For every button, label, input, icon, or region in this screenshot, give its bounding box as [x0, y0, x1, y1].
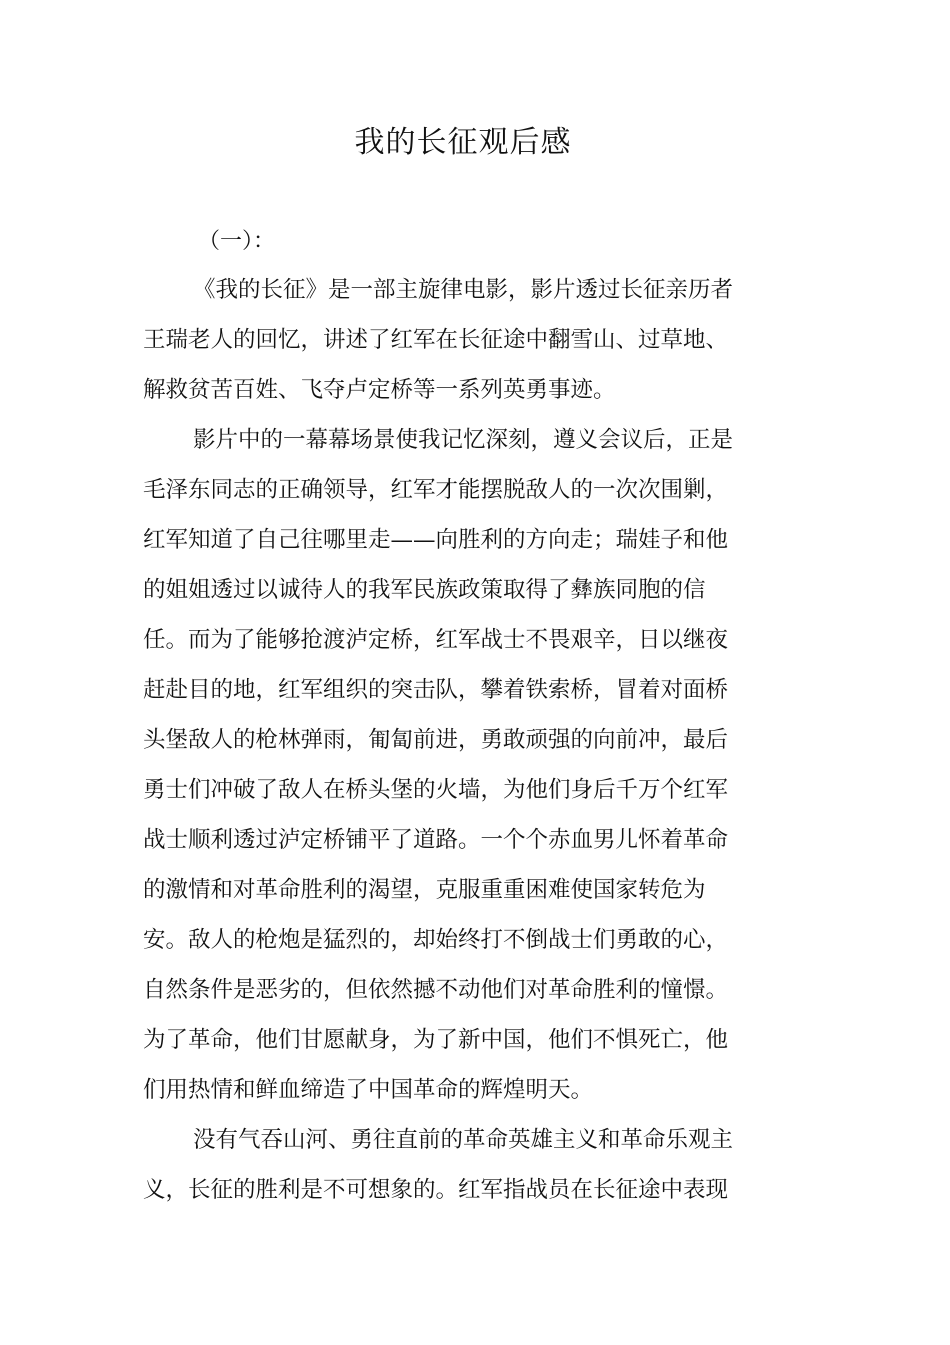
paragraph-2-line-2: 毛泽东同志的正确领导，红军才能摆脱敌人的一次次围剿，	[143, 477, 729, 503]
paragraph-1-line-1: 《我的长征》是一部主旋律电影，影片透过长征亲历者	[193, 277, 734, 303]
paragraph-3-line-1: 没有气吞山河、勇往直前的革命英雄主义和革命乐观主	[193, 1127, 734, 1153]
paragraph-2-line-12: 自然条件是恶劣的，但依然撼不动他们对革命胜利的憧憬。	[143, 977, 729, 1003]
paragraph-2-line-7: 头堡敌人的枪林弹雨，匍匐前进，勇敢顽强的向前冲，最后	[143, 727, 729, 753]
paragraph-2-line-3: 红军知道了自己往哪里走——向胜利的方向走；瑞娃子和他	[143, 527, 729, 553]
paragraph-2-line-9: 战士顺利透过泸定桥铺平了道路。一个个赤血男儿怀着革命	[143, 827, 729, 853]
paragraph-2-line-5: 任。而为了能够抢渡泸定桥，红军战士不畏艰辛，日以继夜	[143, 627, 729, 653]
paragraph-2-line-14: 们用热情和鲜血缔造了中国革命的辉煌明天。	[143, 1077, 594, 1103]
paragraph-1-line-2: 王瑞老人的回忆，讲述了红军在长征途中翻雪山、过草地、	[143, 327, 729, 353]
paragraph-2-line-6: 赶赴目的地，红军组织的突击队，攀着铁索桥，冒着对面桥	[143, 677, 729, 703]
paragraph-2-line-1: 影片中的一幕幕场景使我记忆深刻，遵义会议后，正是	[193, 427, 734, 453]
paragraph-3-line-2: 义，长征的胜利是不可想象的。红军指战员在长征途中表现	[143, 1177, 729, 1203]
paragraph-2-line-11: 安。敌人的枪炮是猛烈的，却始终打不倒战士们勇敢的心，	[143, 927, 729, 953]
document-title: 我的长征观后感	[354, 125, 572, 160]
paragraph-2-line-13: 为了革命，他们甘愿献身，为了新中国，他们不惧死亡，他	[143, 1027, 729, 1053]
paragraph-2-line-8: 勇士们冲破了敌人在桥头堡的火墙，为他们身后千万个红军	[143, 777, 729, 803]
paragraph-2-line-10: 的激情和对革命胜利的渴望，克服重重困难使国家转危为	[143, 877, 706, 903]
section-label: （一）：	[198, 229, 276, 254]
paragraph-1-line-3: 解救贫苦百姓、飞夺卢定桥等一系列英勇事迹。	[143, 377, 616, 403]
paragraph-2-line-4: 的姐姐透过以诚待人的我军民族政策取得了彝族同胞的信	[143, 577, 706, 603]
